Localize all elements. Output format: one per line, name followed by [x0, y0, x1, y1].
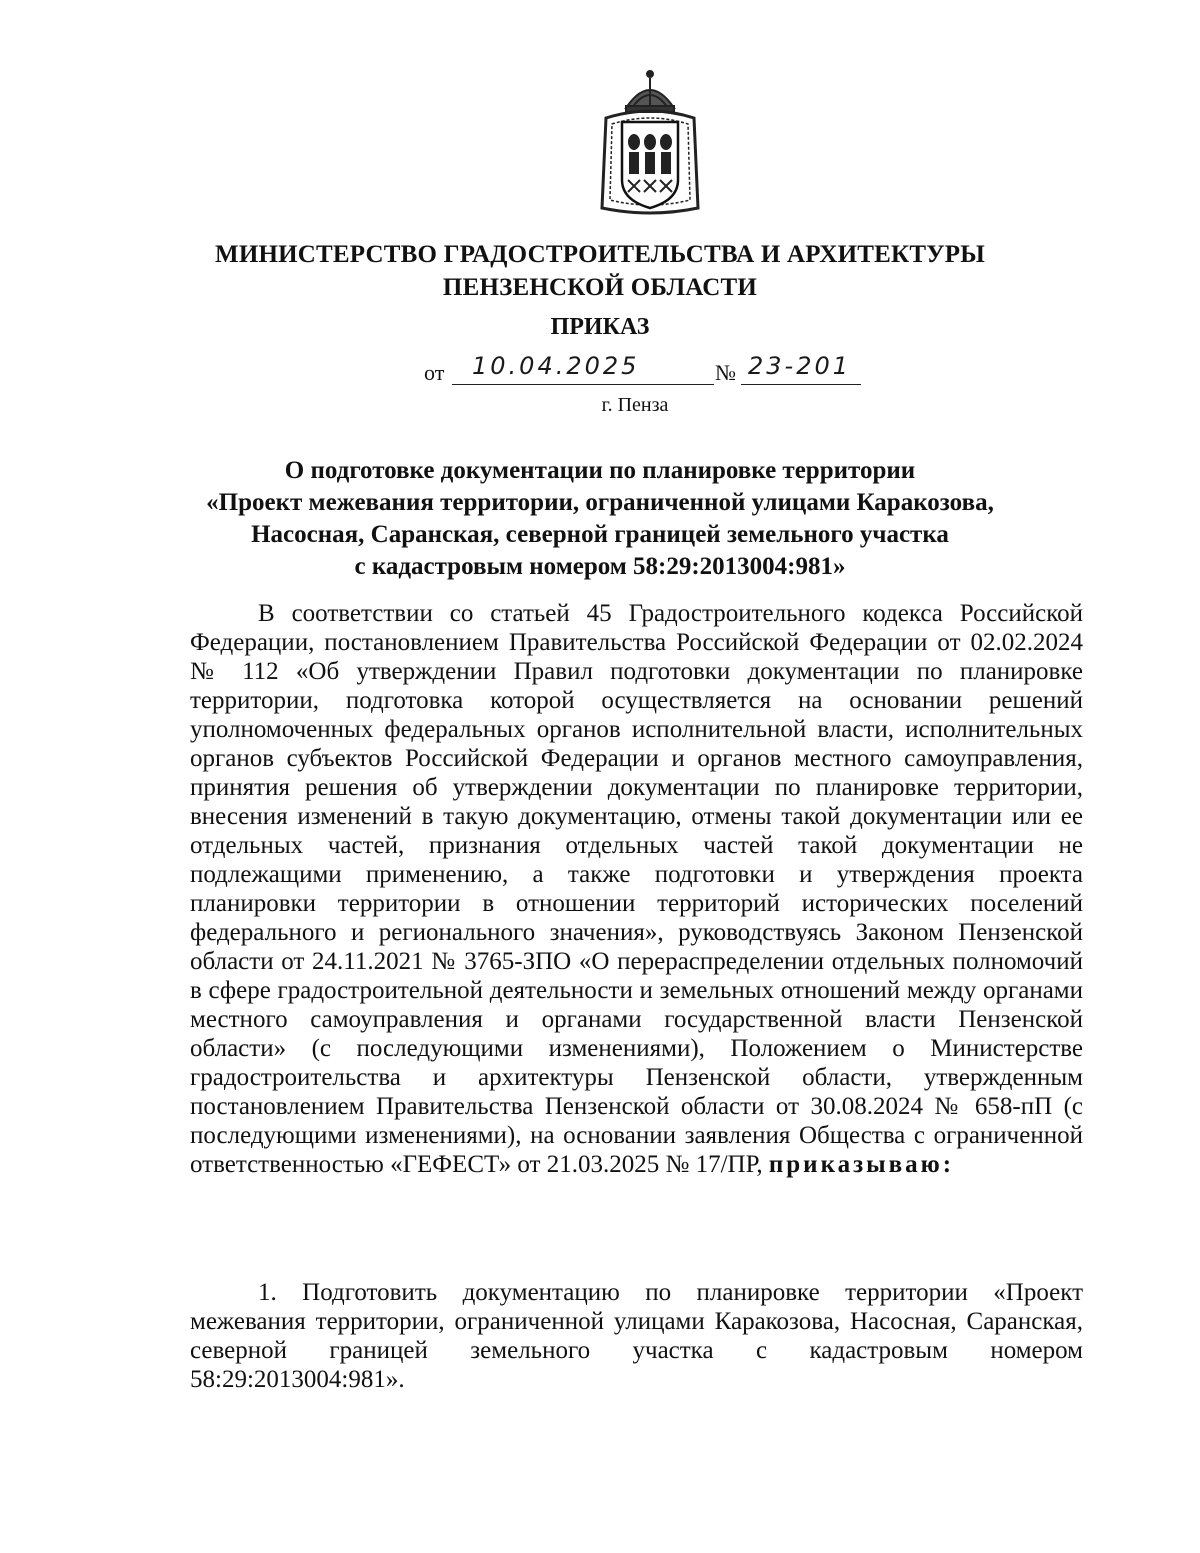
- date-prefix: от: [424, 360, 445, 385]
- coat-of-arms-icon: [596, 68, 704, 218]
- title-line2: «Проект межевания территории, ограниченной улицами Каракозова,: [206, 489, 994, 516]
- order-item-1: 1. Подготовить документацию по планировке территории «Проект межевания территории, ограниченной улицами Каракозова, Насосная, Саранская, северной границей земельного участка с кадастровым номером 58:29:2013004:981».: [190, 1279, 1083, 1393]
- ministry-name: [0, 238, 1200, 304]
- number-underline: [741, 384, 861, 385]
- date-number-line: [424, 352, 884, 386]
- title-line1: О подготовке документации по планировке территории: [284, 457, 916, 484]
- date-underline: [452, 384, 714, 385]
- title-line4: с кадастровым номером 58:29:2013004:981»: [354, 553, 846, 580]
- preamble-paragraph: [190, 599, 1083, 1179]
- document-type: ПРИКАЗ: [550, 314, 650, 340]
- document-title: [0, 455, 1200, 583]
- city: г. Пенза: [601, 394, 669, 416]
- preamble-text: В соответствии со статьей 45 Градостроительного кодекса Российской Федерации, постановлением Правительства Российской Федерации от 02.02.2024 № 112 «Об утверждении Правил подготовки документации по планировке территории, подготовка которой осуществляется на основании решений уполномоченных федеральных органов исполнительной власти, исполнительных органов субъектов Российской Федерации и органов местного самоуправления, принятия решения об утверждении документации по планировке территории, внесения изменений в такую документацию, отмены такой документации или ее отдельных частей, признания отдельных частей такой документации не подлежащими применению, а также подготовки и утверждения проекта планировки территории в отношении территорий исторических поселений федерального и регионального значения», руководствуясь Законом Пензенской области от 24.11.2021 № 3765-ЗПО «О перераспределении отдельных полномочий в сфере градостроительной деятельности и земельных отношений между органами местного самоуправления и органами государственной власти Пензенской области» (с последующими изменениями), Положением о Министерстве градостроительства и архитектуры Пензенской области, утвержденным постановлением Правительства Пензенской области от 30.08.2024 № 658-пП (с последующими изменениями), на основании заявления Общества с ограниченной ответственностью «ГЕФЕСТ» от 21.03.2025 № 17/ПР,: [190, 600, 1083, 1178]
- title-line3: Насосная, Саранская, северной границей земельного участка: [251, 521, 949, 548]
- number-prefix: №: [715, 360, 736, 385]
- order-word: приказываю:: [768, 1151, 955, 1178]
- handwritten-number: 23-201: [748, 352, 852, 380]
- handwritten-date: 10.04.2025: [472, 352, 640, 380]
- ministry-name-line2: ПЕНЗЕНСКОЙ ОБЛАСТИ: [442, 274, 758, 301]
- ministry-name-line1: МИНИСТЕРСТВО ГРАДОСТРОИТЕЛЬСТВА И АРХИТЕКТУРЫ: [215, 241, 985, 268]
